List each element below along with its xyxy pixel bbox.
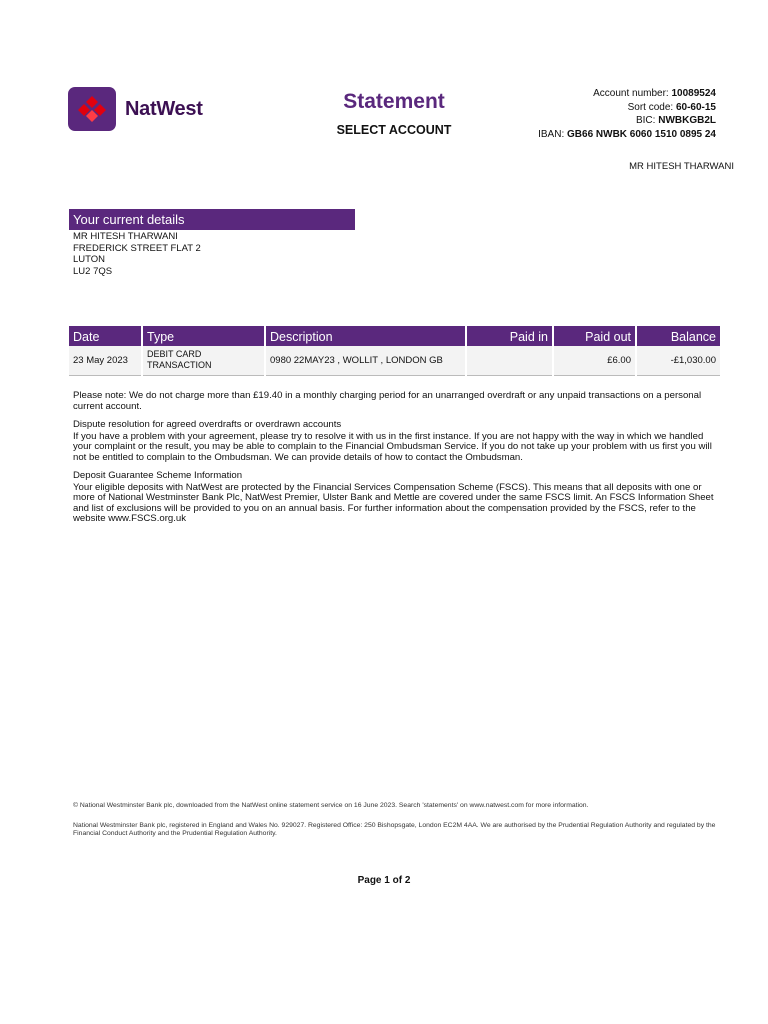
column-header-balance: Balance <box>636 326 720 346</box>
statement-title-block <box>300 90 488 137</box>
statement-notes <box>73 391 723 533</box>
sort-code-row <box>538 101 716 115</box>
cell-type <box>142 346 265 375</box>
page-title: Statement <box>343 90 445 113</box>
cell-paid-out: £6.00 <box>553 346 636 375</box>
sort-code-label: Sort code: <box>627 101 674 113</box>
column-header-description: Description <box>265 326 466 346</box>
dispute-text: If you have a problem with your agreement, please try to resolve it with us in the first instance. If you are not happy with the way in which we handled your complaint or the result, you may be able to complain to the Financial Ombudsman Service. If you do not take up your problem with us first you will not be entitled to complain to the Ombudsman. We can provide details of how to contact the Ombudsman. <box>73 430 712 463</box>
account-number-value: 10089524 <box>671 88 716 99</box>
overdraft-charge-note: Please note: We do not charge more than £19.40 in a monthly charging period for an unarranged overdraft or any unpaid transactions on a personal current account. <box>73 390 702 412</box>
cell-balance: -£1,030.00 <box>636 346 720 375</box>
transactions-table <box>69 326 720 376</box>
cell-description: 0980 22MAY23 , WOLLIT , LONDON GB <box>265 346 466 375</box>
cell-date: 23 May 2023 <box>69 346 142 375</box>
column-header-date: Date <box>69 326 142 346</box>
column-header-type: Type <box>142 326 265 346</box>
table-header-row <box>69 326 720 346</box>
current-details-address <box>73 231 201 277</box>
account-number-row <box>538 87 716 101</box>
dispute-heading: Dispute resolution for agreed overdrafts or overdrawn accounts <box>73 419 342 430</box>
iban-row <box>538 128 716 142</box>
sort-code-value: 60-60-15 <box>675 101 716 113</box>
account-holder-name: MR HITESH THARWANI <box>629 161 734 172</box>
footer-copyright: © National Westminster Bank plc, downloaded from the NatWest online statement service on 16 June 2023. Search 'statements' on www.natwest.com for more information. <box>73 802 589 809</box>
account-info <box>538 87 716 141</box>
account-number-label: Account number: <box>593 88 669 99</box>
account-selector-label: SELECT ACCOUNT <box>336 123 452 137</box>
type-line: DEBIT CARD <box>147 349 202 360</box>
cell-paid-in <box>466 346 553 375</box>
address-line: FREDERICK STREET FLAT 2 <box>73 242 201 254</box>
natwest-cubes-icon <box>68 87 116 131</box>
current-details-heading: Your current details <box>69 209 355 230</box>
address-line: LU2 7QS <box>73 265 113 277</box>
footer-legal: National Westminster Bank plc, registered in England and Wales No. 929027. Registered Office: 250 Bishopsgate, London EC2M 4AA. We are authorised by the Prudential Regulation Authority and regulated by the Financial Conduct Authority and the Prudential Regulation Authority. <box>73 822 716 837</box>
column-header-paid-out: Paid out <box>553 326 636 346</box>
column-header-paid-in: Paid in <box>466 326 553 346</box>
iban-value: GB66 NWBK 6060 1510 0895 24 <box>567 128 716 140</box>
bic-row <box>538 114 716 128</box>
bic-value: NWBKGB2L <box>658 115 716 126</box>
deposit-guarantee-heading: Deposit Guarantee Scheme Information <box>73 470 243 481</box>
deposit-guarantee-section <box>73 471 723 525</box>
natwest-logo <box>68 87 203 131</box>
page-number: Page 1 of 2 <box>357 875 411 886</box>
address-line: LUTON <box>73 254 106 265</box>
deposit-guarantee-text: Your eligible deposits with NatWest are protected by the Financial Services Compensation Scheme (FSCS). This means that all deposits with one or more of National Westminster Bank Plc, NatWest Premier, Ulster Bank and Mettle are covered under the same FSCS limit. An FSCS Information Sheet and list of exclusions will be provided to you on an annual basis. For further information about the compensation provided by the FSCS, refer to the website www.FSCS.org.uk <box>73 481 714 524</box>
dispute-section <box>73 420 723 463</box>
type-line: TRANSACTION <box>147 360 212 371</box>
address-line: MR HITESH THARWANI <box>73 231 178 242</box>
footer <box>73 802 723 838</box>
iban-label: IBAN: <box>538 128 565 140</box>
table-row <box>69 346 720 375</box>
bic-label: BIC: <box>635 115 656 126</box>
brand-name: NatWest <box>125 97 203 120</box>
